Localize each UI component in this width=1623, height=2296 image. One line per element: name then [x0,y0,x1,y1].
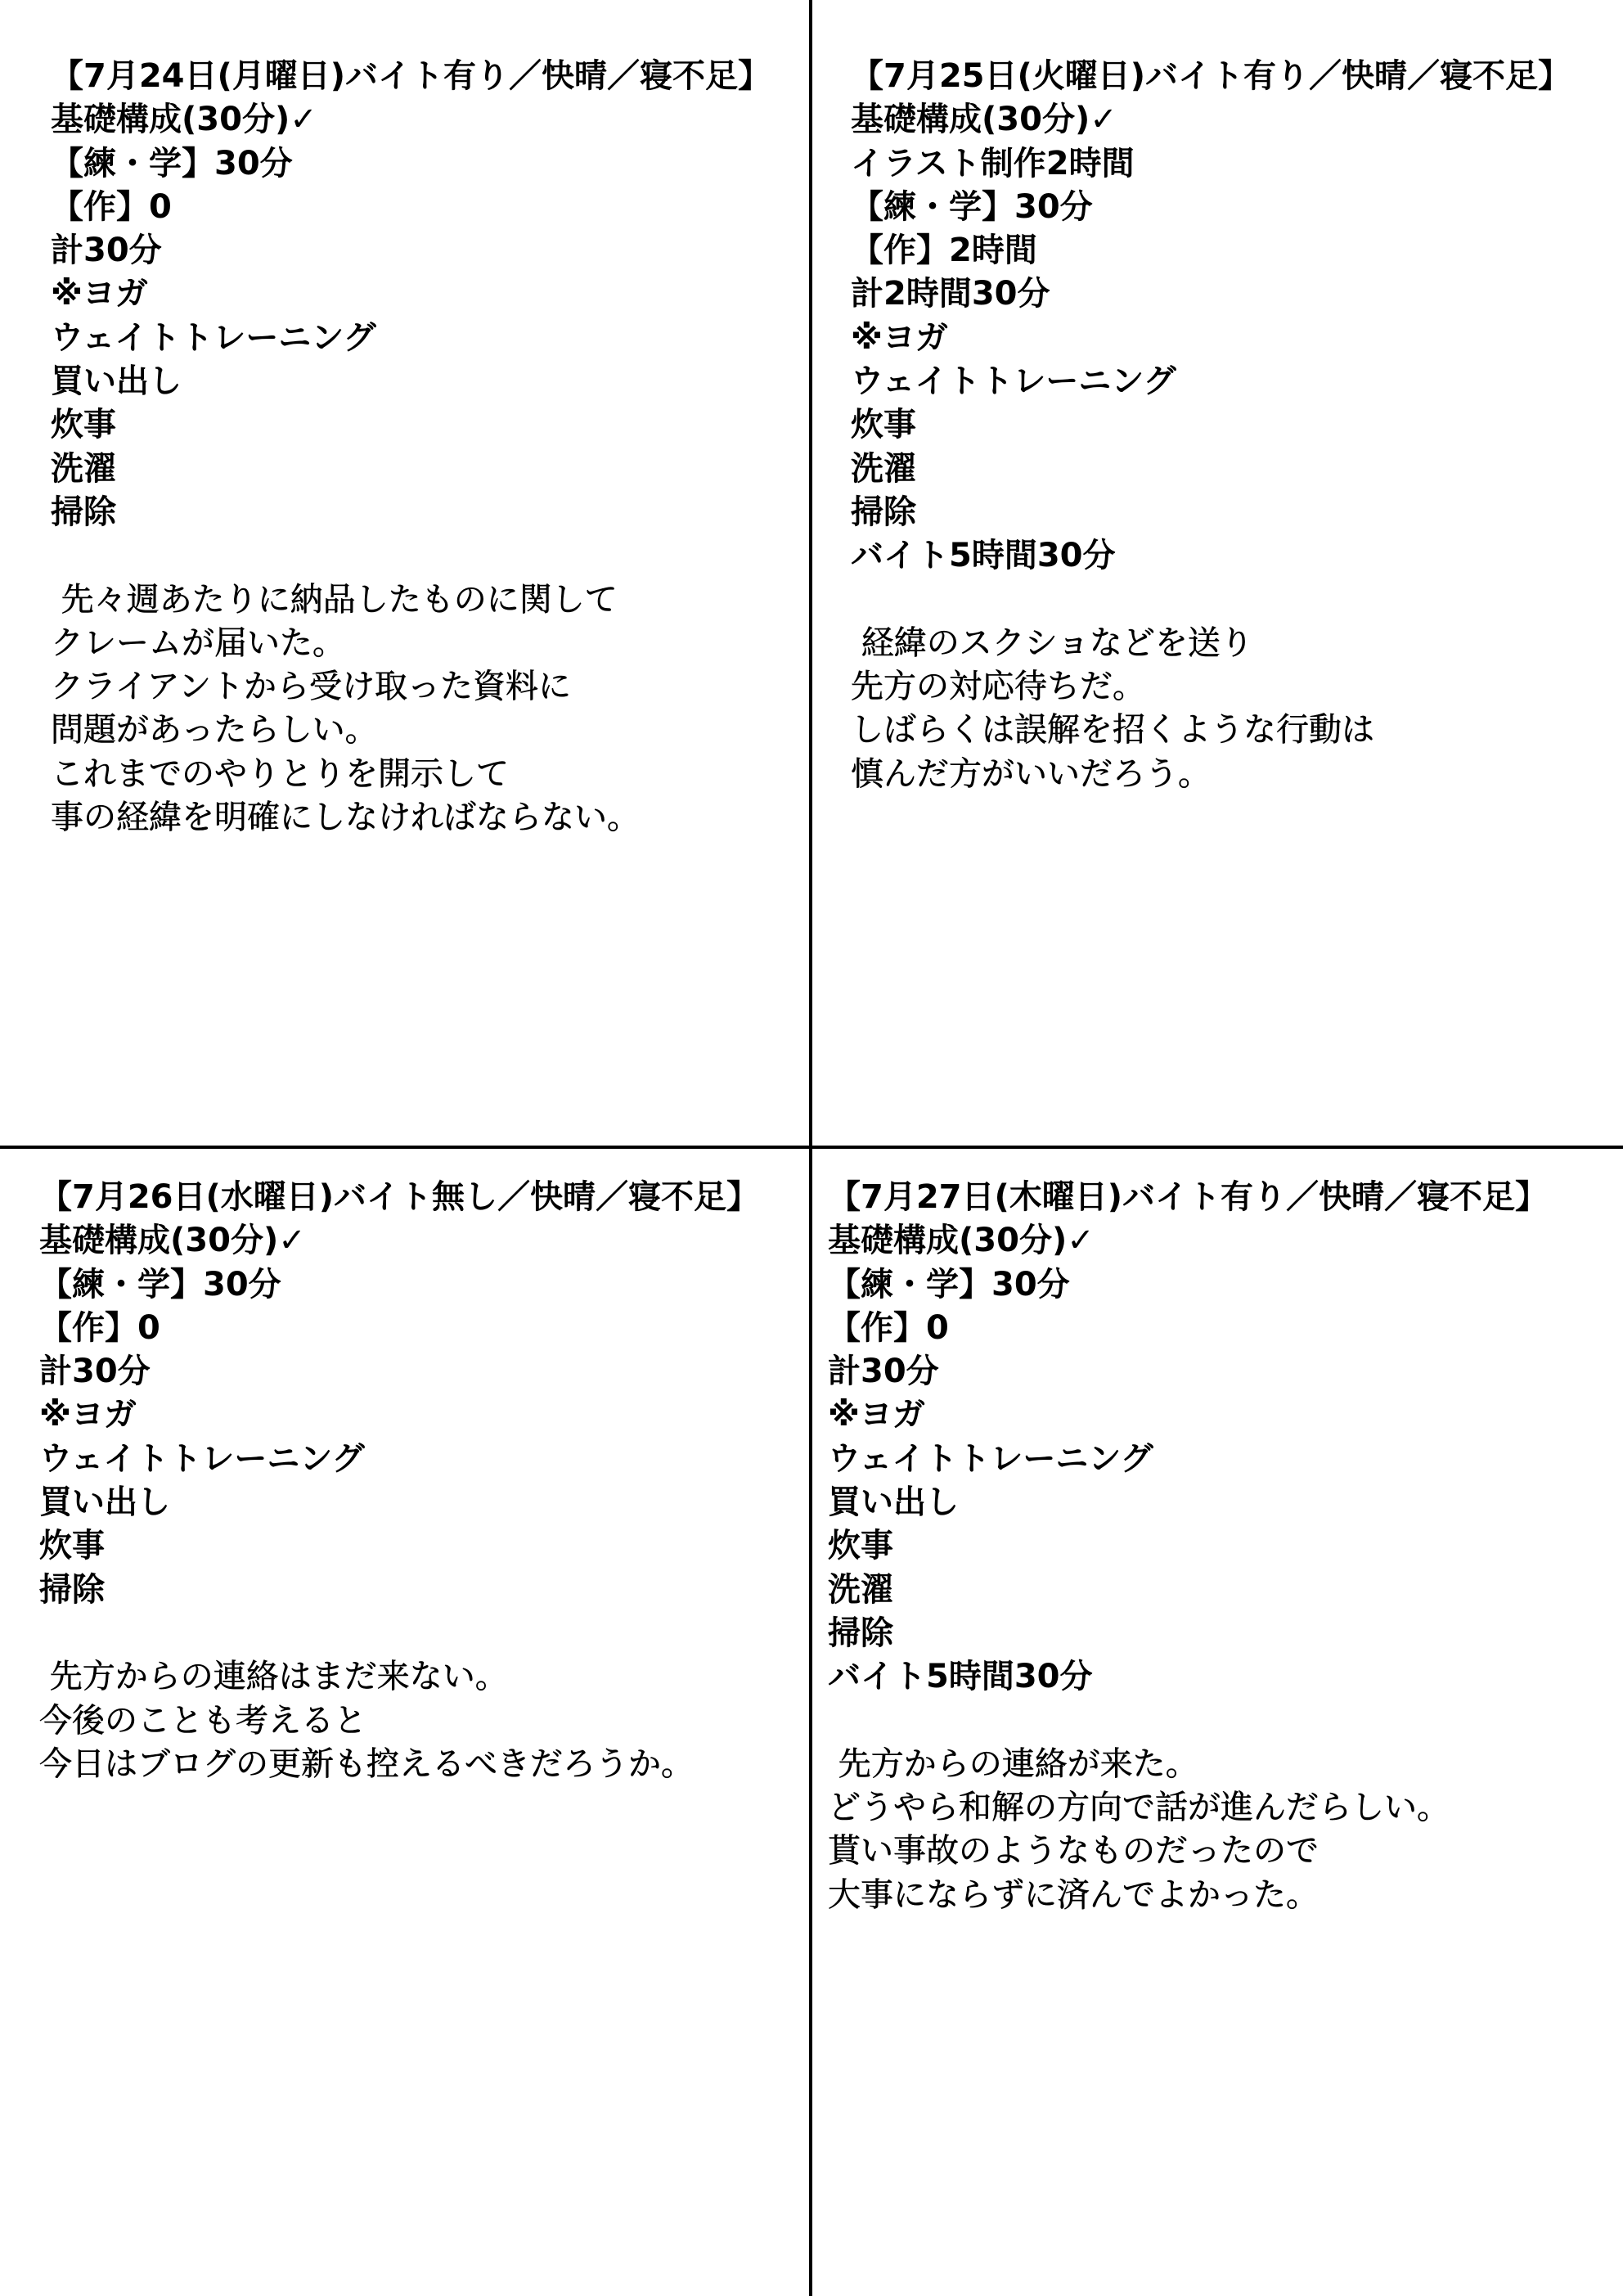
log-item: 掃除 [39,1570,105,1609]
body-line: クライアントから受け取った資料に [51,668,571,706]
body-line: これまでのやりとりを開示して [51,754,509,793]
log-item: 炊事 [39,1527,105,1565]
body-line: 問題があったらしい。 [51,711,378,750]
log-item: 買い出し [51,362,182,401]
log-item: 基礎構成(30分)✓ [828,1222,1095,1260]
log-item: バイト5時間30分 [828,1658,1093,1696]
log-item: 計30分 [51,232,162,270]
blank-line [851,579,1571,622]
log-item: ウェイトトレーニング [851,362,1176,401]
body-line: しばらくは誤解を招くような行動は [851,711,1374,750]
blank-line [828,1699,1548,1743]
log-item: 計2時間30分 [851,275,1050,313]
entry-header: 【7月26日(水曜日)バイト無し／快晴／寝不足】 [39,1178,760,1216]
horizontal-divider [0,1146,1623,1149]
log-item: ウェイトトレーニング [51,318,376,357]
log-item: ※ヨガ [51,275,148,313]
body-line: 貰い事故のようなものだったので [828,1832,1319,1871]
log-item: 炊事 [828,1527,893,1565]
log-item: 炊事 [851,406,916,444]
log-item: 基礎構成(30分)✓ [39,1222,306,1260]
log-item: ※ヨガ [39,1396,137,1434]
log-item: ウェイトトレーニング [39,1439,365,1478]
log-item: 洗濯 [851,449,916,488]
body-line: 先方からの連絡が来た。 [828,1745,1198,1783]
log-item: ※ヨガ [851,318,948,357]
log-item: 基礎構成(30分)✓ [51,101,317,139]
body-line: クレームが届いた。 [51,624,345,662]
body-line: 先方からの連絡はまだ来ない。 [39,1658,508,1696]
blank-line [51,534,771,578]
log-item: 掃除 [828,1614,893,1652]
log-item: 【練・学】30分 [851,187,1093,226]
log-item: ウェイトトレーニング [828,1439,1153,1478]
log-item: 【練・学】30分 [39,1265,281,1303]
log-item: 洗濯 [828,1570,893,1609]
log-item: 洗濯 [51,449,116,488]
entry-header: 【7月24日(月曜日)バイト有り／快晴／寝不足】 [51,57,771,95]
log-item: 掃除 [851,493,916,531]
log-item: 買い出し [828,1483,959,1522]
body-line: 経緯のスクショなどを送り [851,624,1253,662]
log-item: 基礎構成(30分)✓ [851,101,1117,139]
body-line: 今日はブログの更新も控えるべきだろうか。 [39,1745,694,1783]
log-item: ※ヨガ [828,1396,925,1434]
log-item: 【作】0 [828,1308,949,1347]
log-item: 計30分 [828,1353,939,1391]
diary-entry-0727 [828,1176,1548,1917]
body-line: 今後のことも考えると [39,1701,366,1740]
log-item: 掃除 [51,493,116,531]
log-item: 計30分 [39,1353,151,1391]
body-line: 慎んだ方がいいだろう。 [851,754,1211,793]
diary-entry-0726 [39,1176,759,1786]
log-item: 【練・学】30分 [51,144,293,182]
blank-line [39,1612,759,1655]
log-item: バイト5時間30分 [851,537,1116,575]
log-item: 【作】0 [39,1308,160,1347]
body-line: 先方の対応待ちだ。 [851,668,1145,706]
log-item: 買い出し [39,1483,170,1522]
body-line: どうやら和解の方向で話が進んだらしい。 [828,1789,1450,1827]
entry-header: 【7月25日(火曜日)バイト有り／快晴／寝不足】 [851,57,1571,95]
log-item: イラスト制作2時間 [851,144,1135,182]
entry-header: 【7月27日(木曜日)バイト有り／快晴／寝不足】 [828,1178,1549,1216]
log-item: 【練・学】30分 [828,1265,1070,1303]
diary-entry-0725 [851,55,1571,796]
body-line: 大事にならずに済んでよかった。 [828,1875,1319,1914]
log-item: 【作】0 [51,187,172,226]
log-item: 【作】2時間 [851,232,1037,270]
body-line: 先々週あたりに納品したものに関して [51,580,618,619]
log-item: 炊事 [51,406,116,444]
diary-entry-0724 [51,55,771,840]
body-line: 事の経緯を明確にしなければならない。 [51,799,640,837]
